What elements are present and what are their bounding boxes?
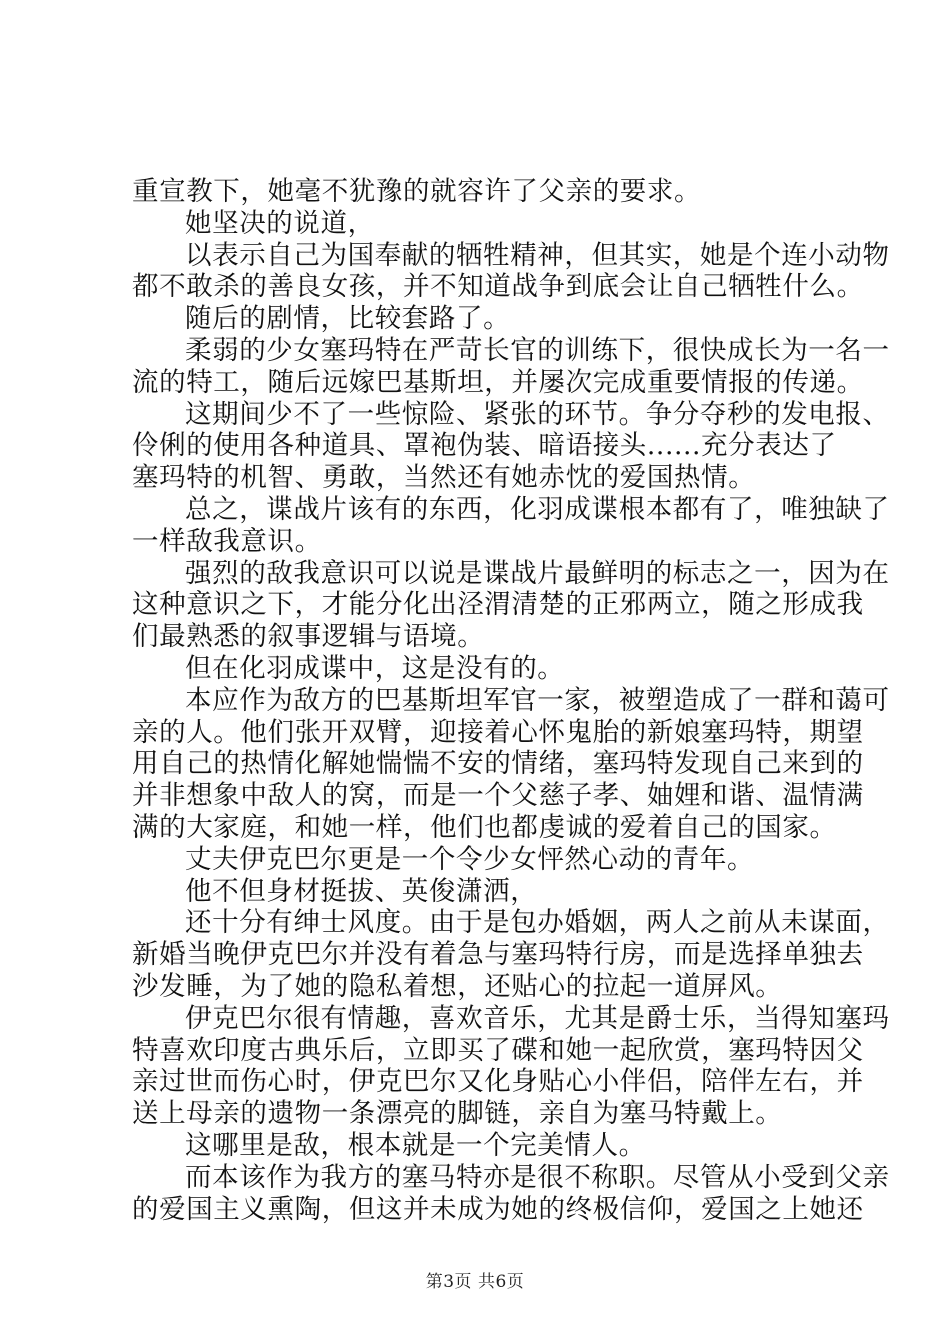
text-line: 柔弱的少女塞玛特在严苛长官的训练下，很快成长为一名一 [185, 334, 890, 366]
text-line: 新婚当晚伊克巴尔并没有着急与塞玛特行房，而是选择单独去 [132, 939, 864, 971]
text-line: 以表示自己为国奉献的牺牲精神，但其实，她是个连小动物 [185, 239, 890, 271]
text-line: 但在化羽成谍中，这是没有的。 [185, 652, 565, 684]
text-line: 亲过世而伤心时，伊克巴尔又化身贴心小伴侣，陪伴左右，并 [132, 1066, 864, 1098]
text-line: 都不敢杀的善良女孩，并不知道战争到底会让自己牺牲什么。 [132, 271, 864, 303]
text-line: 满的大家庭，和她一样，他们也都虔诚的爱着自己的国家。 [132, 811, 837, 843]
text-line: 总之，谍战片该有的东西，化羽成谍根本都有了，唯独缺了 [185, 493, 890, 525]
text-line: 这期间少不了一些惊险、紧张的环节。争分夺秒的发电报、 [185, 398, 890, 430]
text-line: 丈夫伊克巴尔更是一个令少女怦然心动的青年。 [185, 843, 755, 875]
text-line: 他不但身材挺拔、英俊潇洒， [185, 875, 538, 907]
text-line: 的爱国主义熏陶，但这并未成为她的终极信仰，爱国之上她还 [132, 1193, 864, 1225]
text-line: 送上母亲的遗物一条漂亮的脚链，亲自为塞马特戴上。 [132, 1098, 783, 1130]
text-line: 特喜欢印度古典乐后，立即买了碟和她一起欣赏，塞玛特因父 [132, 1034, 864, 1066]
text-line: 一样敌我意识。 [132, 525, 322, 557]
text-line: 用自己的热情化解她惴惴不安的情绪，塞玛特发现自己来到的 [132, 748, 864, 780]
text-line: 强烈的敌我意识可以说是谍战片最鲜明的标志之一，因为在 [185, 557, 890, 589]
text-line: 伊克巴尔很有情趣，喜欢音乐，尤其是爵士乐，当得知塞玛 [185, 1002, 890, 1034]
text-line: 流的特工，随后远嫁巴基斯坦，并屡次完成重要情报的传递。 [132, 366, 864, 398]
text-line: 重宣教下，她毫不犹豫的就容许了父亲的要求。 [132, 176, 702, 207]
text-line: 这哪里是敌，根本就是一个完美情人。 [185, 1129, 646, 1161]
text-line: 塞玛特的机智、勇敢，当然还有她赤忱的爱国热情。 [132, 462, 756, 494]
text-line: 而本该作为我方的塞马特亦是很不称职。尽管从小受到父亲 [185, 1161, 890, 1193]
page-footer: 第3页 共6页 [425, 1272, 525, 1292]
text-line: 亲的人。他们张开双臂，迎接着心怀鬼胎的新娘塞玛特，期望 [132, 716, 864, 748]
text-line: 随后的剧情，比较套路了。 [185, 303, 511, 335]
text-line: 她坚决的说道， [185, 207, 375, 239]
text-line: 伶俐的使用各种道具、罩袍伪装、暗语接头......充分表达了 [132, 430, 837, 462]
text-line: 们最熟悉的叙事逻辑与语境。 [132, 621, 485, 653]
body-text [132, 176, 890, 1225]
text-line: 这种意识之下，才能分化出泾渭清楚的正邪两立，随之形成我 [132, 589, 864, 621]
text-line: 沙发睡，为了她的隐私着想，还贴心的拉起一道屏风。 [132, 970, 783, 1002]
text-line: 还十分有绅士风度。由于是包办婚姻，两人之前从未谋面， [185, 907, 890, 939]
text-line: 本应作为敌方的巴基斯坦军官一家，被塑造成了一群和蔼可 [185, 684, 890, 716]
text-line: 并非想象中敌人的窝，而是一个父慈子孝、妯娌和谐、温情满 [132, 780, 864, 812]
